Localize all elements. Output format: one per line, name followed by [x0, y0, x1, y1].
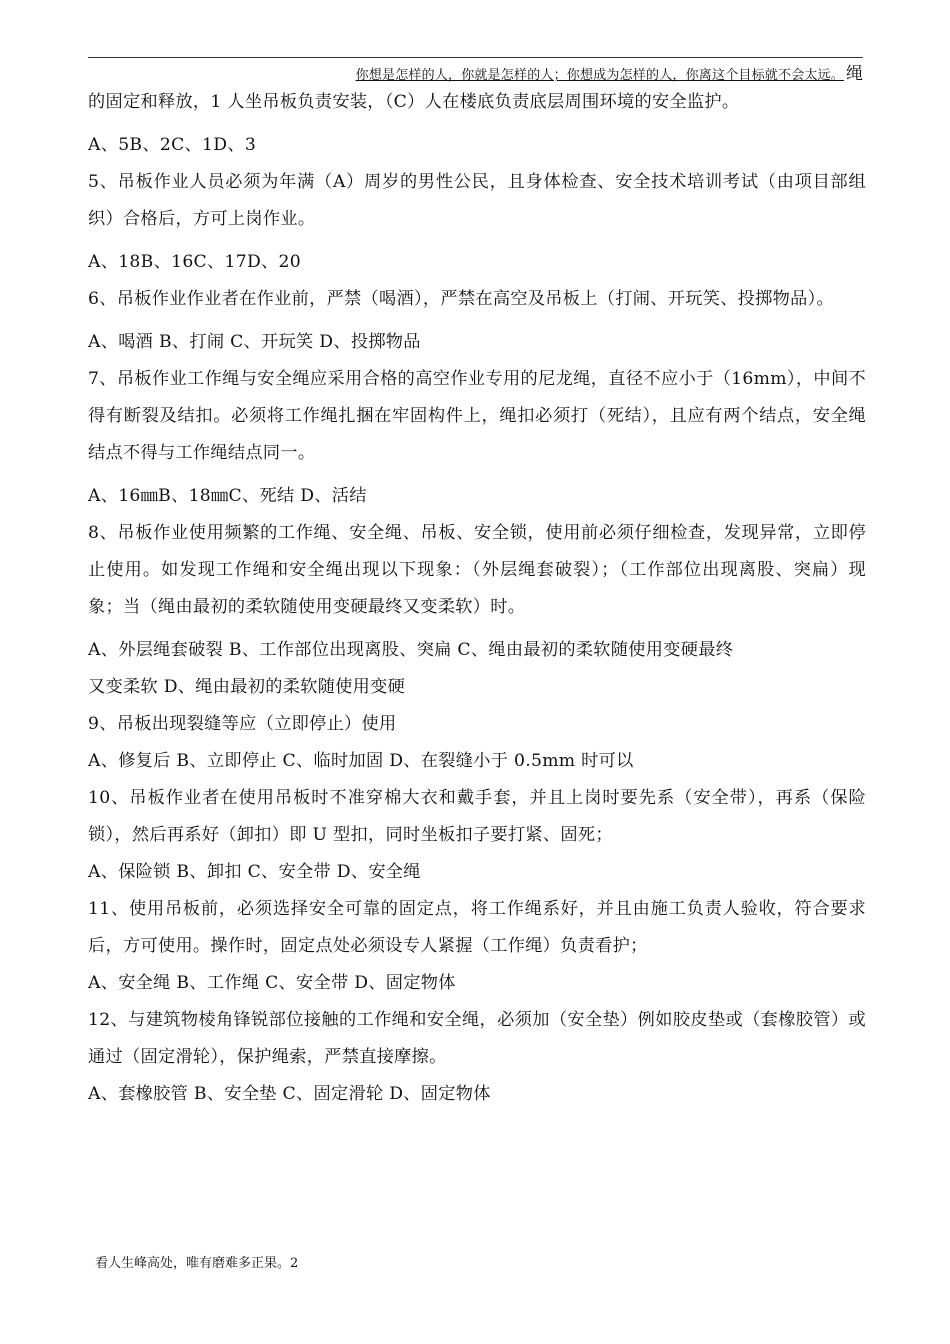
- options-4: A、5B、2C、1D、3: [88, 135, 257, 155]
- options-8-line-1: A、外层绳套破裂 B、工作部位出现离股、突扁 C、绳由最初的柔软随使用变硬最终: [88, 640, 734, 660]
- document-body: [88, 84, 866, 1113]
- options-9: A、修复后 B、立即停止 C、临时加固 D、在裂缝小于 0.5mm 时可以: [88, 751, 634, 771]
- question-9: 9、吊板出现裂缝等应（立即停止）使用: [88, 714, 397, 734]
- header-rule: [88, 57, 863, 58]
- question-5: 5、吊板作业人员必须为年满（A）周岁的男性公民，且身体检查、安全技术培训考试（由项目部组织）合格后，方可上岗作业。: [88, 172, 866, 229]
- question-12: 12、与建筑物棱角锋锐部位接触的工作绳和安全绳，必须加（安全垫）例如胶皮垫或（套橡胶管）或通过（固定滑轮），保护绳索，严禁直接摩擦。: [88, 1010, 866, 1067]
- options-8-line-2: 又变柔软 D、绳由最初的柔软随使用变硬: [88, 677, 406, 697]
- question-7: 7、吊板作业工作绳与安全绳应采用合格的高空作业专用的尼龙绳，直径不应小于（16mm），中间不得有断裂及结扣。必须将工作绳扎捆在牢固构件上，绳扣必须打（死结），且应有两个结点，安全绳结点不得与工作绳结点同一。: [88, 369, 866, 463]
- question-4-continued: 的固定和释放，1 人坐吊板负责安装，（C）人在楼底负责底层周围环境的安全监护。: [88, 92, 740, 112]
- options-12: A、套橡胶管 B、安全垫 C、固定滑轮 D、固定物体: [88, 1084, 491, 1104]
- page-footer: 看人生峰高处，唯有磨难多正果。2: [95, 1256, 299, 1271]
- question-11: 11、使用吊板前，必须选择安全可靠的固定点，将工作绳系好，并且由施工负责人验收，符合要求后，方可使用。操作时，固定点处必须设专人紧握（工作绳）负责看护；: [88, 899, 866, 956]
- options-10: A、保险锁 B、卸扣 C、安全带 D、安全绳: [88, 862, 421, 882]
- question-10: 10、吊板作业者在使用吊板时不准穿棉大衣和戴手套，并且上岗时要先系（安全带），再系（保险锁），然后再系好（卸扣）即 U 型扣，同时坐板扣子要打紧、固死；: [88, 788, 866, 845]
- options-11: A、安全绳 B、工作绳 C、安全带 D、固定物体: [88, 973, 456, 993]
- question-6: 6、吊板作业作业者在作业前，严禁（喝酒），严禁在高空及吊板上（打闹、开玩笑、投掷物品）。: [88, 289, 835, 309]
- options-5: A、18B、16C、17D、20: [88, 252, 302, 272]
- options-6: A、喝酒 B、打闹 C、开玩笑 D、投掷物品: [88, 332, 421, 352]
- header-motto: 你想是怎样的人，你就是怎样的人；你想成为怎样的人，你离这个目标就不会太远。: [355, 68, 844, 83]
- options-7: A、16㎜B、18㎜C、死结 D、活结: [88, 486, 367, 506]
- question-8: 8、吊板作业使用频繁的工作绳、安全绳、吊板、安全锁，使用前必须仔细检查，发现异常，立即停止使用。如发现工作绳和安全绳出现以下现象：（外层绳套破裂）；（工作部位出现离股、突扁）现象；当（绳由最初的柔软随使用变硬最终又变柔软）时。: [88, 523, 866, 617]
- header-carry-char: 绳: [846, 64, 863, 84]
